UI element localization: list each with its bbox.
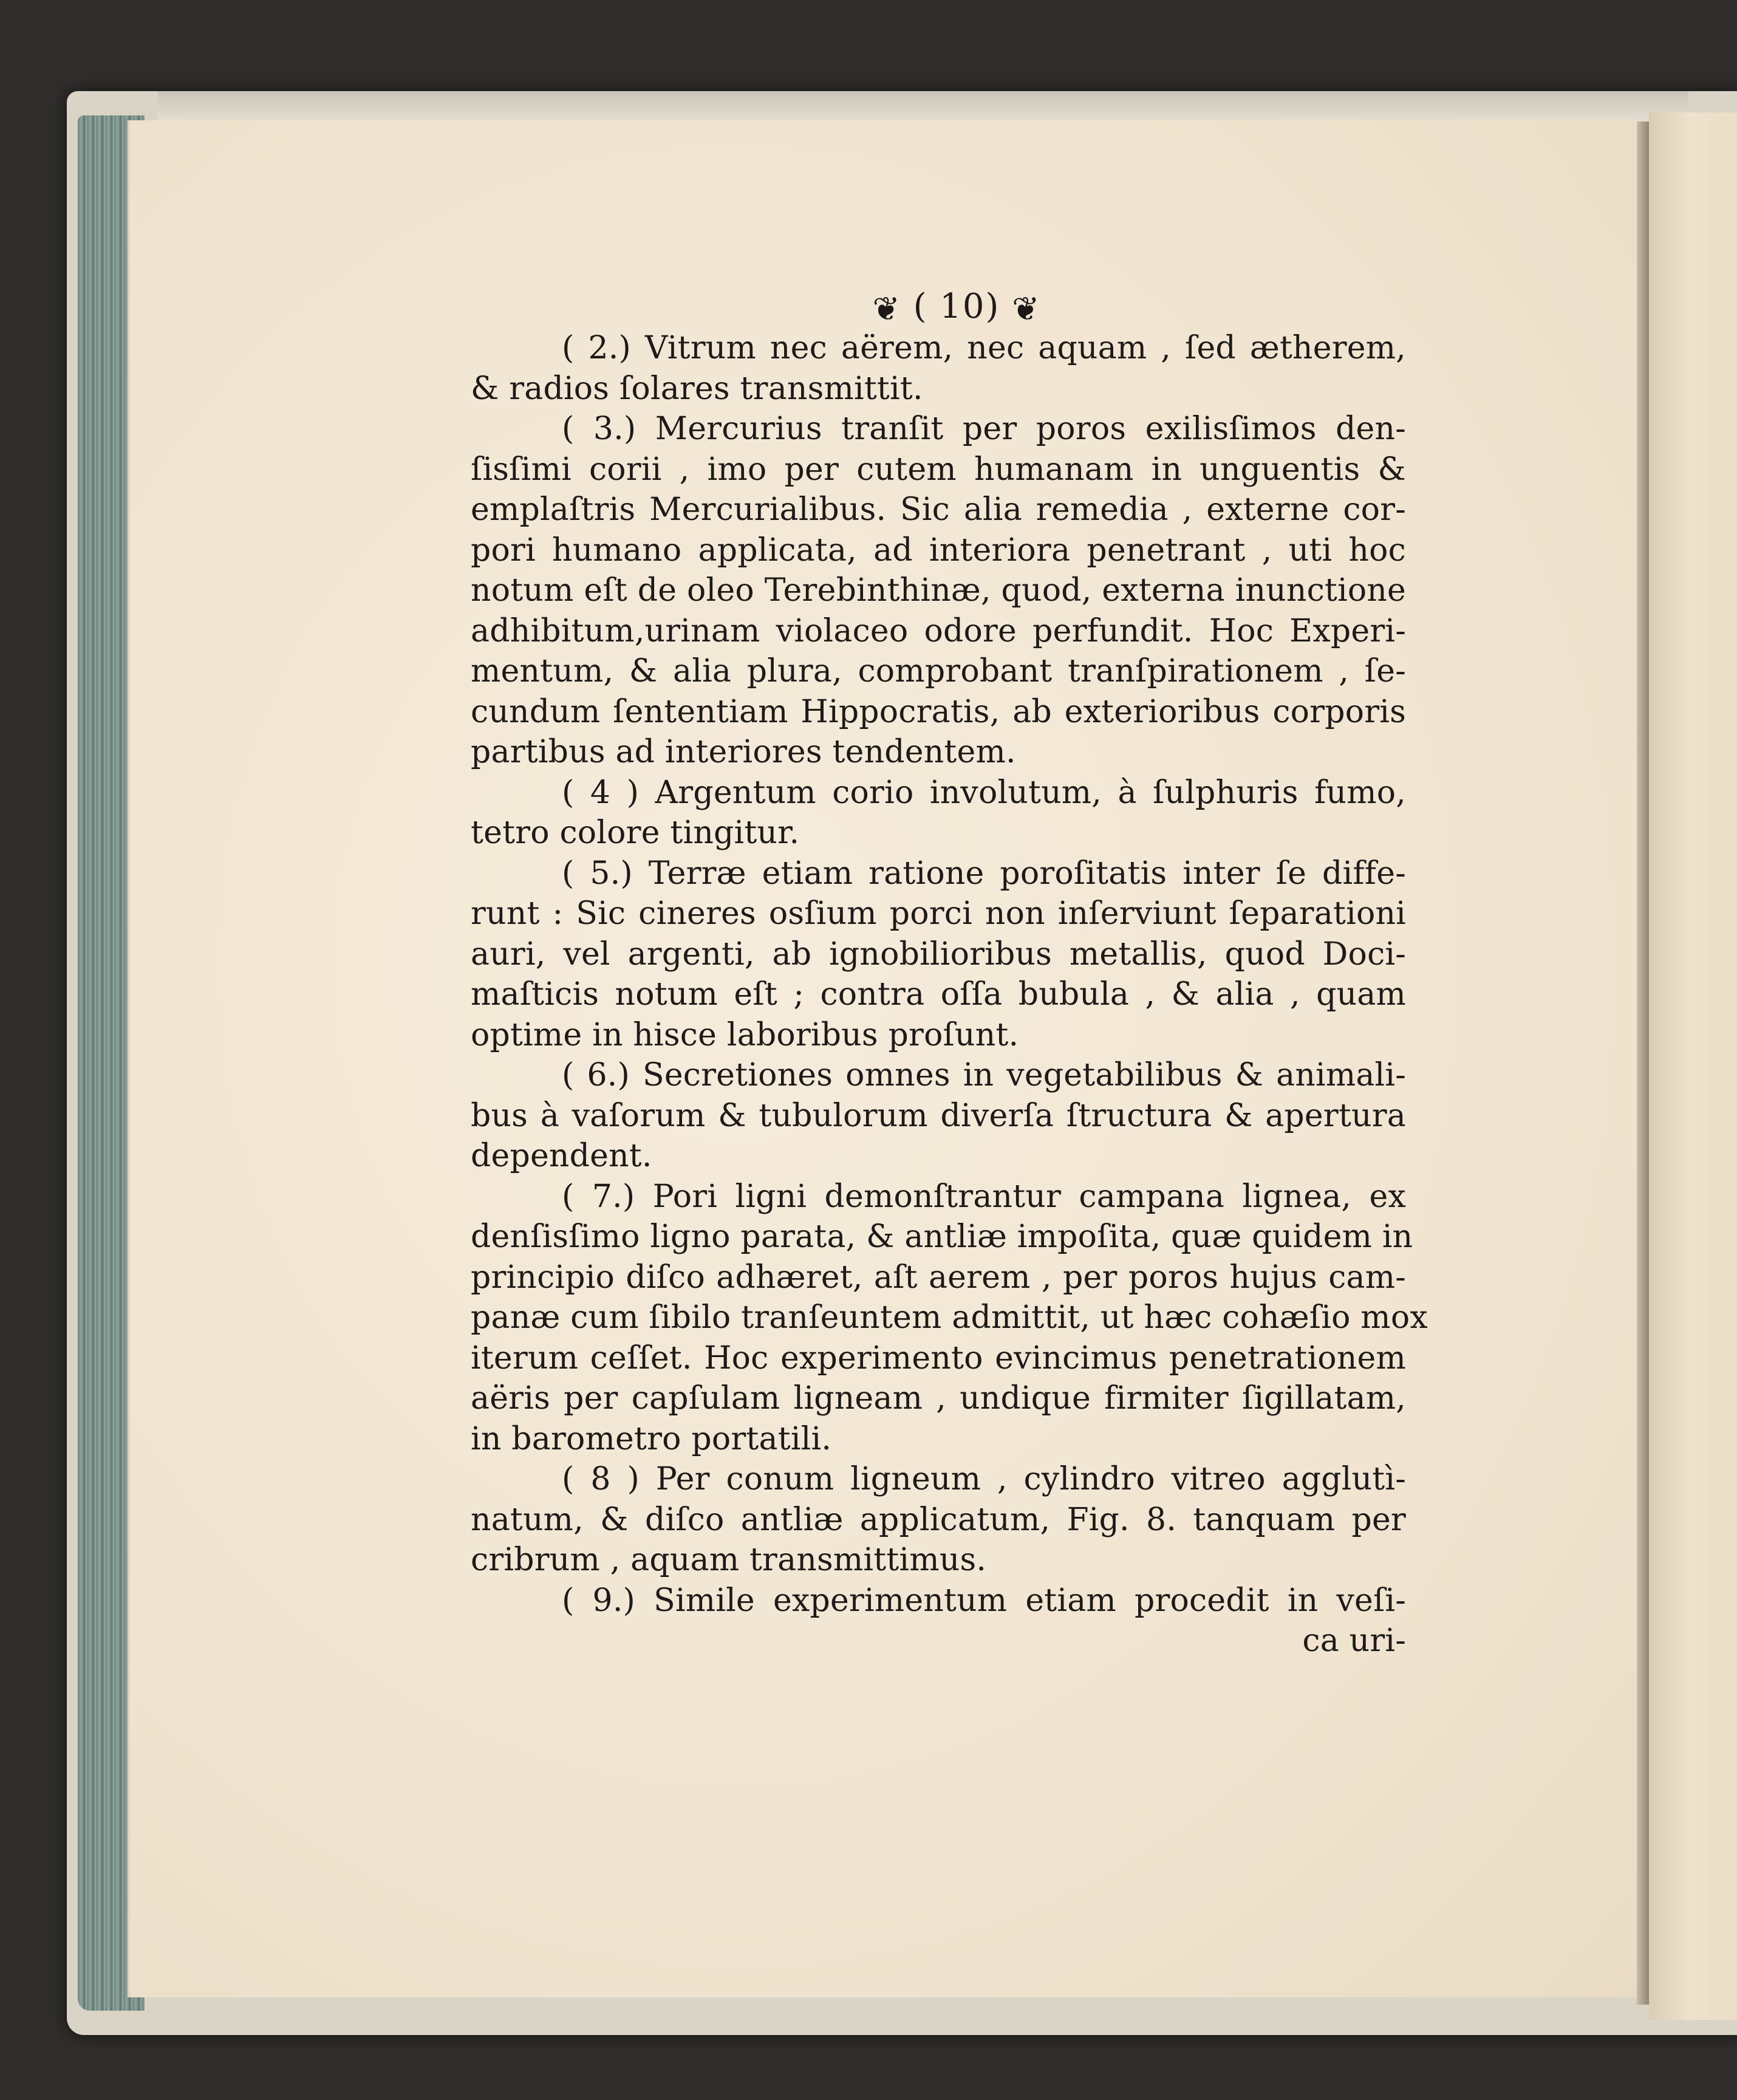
text-line: ( 2.) Vitrum nec aërem, nec aquam , ſed ætherem,: [562, 330, 1406, 366]
text-line: natum, & diſco antliæ applicatum, Fig. 8. tanquam per: [471, 1501, 1406, 1538]
text-line: adhibitum,urinam violaceo odore perfundit. Hoc Experi-: [471, 612, 1406, 649]
text-line: ſisſimi corii , imo per cutem humanam in unguentis &: [471, 451, 1406, 488]
text-line: auri, vel argenti, ab ignobilioribus metallis, quod Doci-: [471, 935, 1406, 973]
page-text: [471, 286, 1428, 1661]
text-line: dependent.: [471, 1138, 652, 1174]
text-line: partibus ad interiores tendentem.: [471, 734, 1016, 770]
text-line: tetro colore tingitur.: [471, 815, 800, 851]
text-line: runt : Sic cineres osſium porci non inſerviunt ſeparationi: [471, 895, 1406, 932]
text-line: notum eſt de oleo Terebinthinæ, quod, externa inunctione: [471, 572, 1406, 609]
text-line: ( 5.) Terræ etiam ratione poroſitatis inter ſe diffe-: [562, 855, 1406, 892]
text-line: pori humano applicata, ad interiora penetrant , uti hoc: [471, 532, 1406, 569]
text-line: denſisſimo ligno parata, & antliæ impoſita, quæ quidem in: [471, 1219, 1413, 1255]
book-gutter: [1637, 121, 1649, 2005]
text-line: aëris per capſulam ligneam , undique firmiter ſigillatam,: [471, 1380, 1406, 1417]
text-line: ( 7.) Pori ligni demonſtrantur campana lignea, ex: [562, 1178, 1406, 1215]
text-line: bus à vaſorum & tubulorum diverſa ſtructura & apertura: [471, 1097, 1406, 1134]
text-line: ca uri-: [1302, 1623, 1406, 1659]
text-line: ( 9.) Simile experimentum etiam procedit in veſi-: [562, 1582, 1406, 1619]
text-line: mentum, & alia plura, comprobant tranſpirationem , ſe-: [471, 653, 1406, 689]
text-line: in barometro portatili.: [471, 1420, 832, 1457]
text-line: cribrum , aquam transmittimus.: [471, 1542, 987, 1578]
facing-page: [1649, 112, 1737, 2020]
body-text: [471, 328, 1428, 1661]
text-line: & radios ſolares transmittit.: [471, 370, 923, 407]
right-ornament-icon: ❦: [1012, 289, 1041, 328]
left-ornament-icon: ❦: [872, 289, 901, 328]
cover-top-edge: [158, 91, 1688, 121]
text-line: ( 3.) Mercurius tranſit per poros exilisſimos den-: [562, 411, 1406, 447]
text-line: optime in hisce laboribus proſunt.: [471, 1016, 1019, 1053]
text-line: cundum ſententiam Hippocratis, ab exterioribus corporis: [471, 693, 1406, 730]
text-line: maſticis notum eſt ; contra oſſa bubula , & alia , quam: [471, 976, 1406, 1013]
text-line: panæ cum ſibilo tranſeuntem admittit, ut hæc cohæſio mox: [471, 1299, 1428, 1336]
text-line: iterum ceſſet. Hoc experimento evincimus penetrationem: [471, 1339, 1406, 1377]
text-line: ( 6.) Secretiones omnes in vegetabilibus & animali-: [562, 1057, 1406, 1093]
text-line: emplaſtris Mercurialibus. Sic alia remedia , externe cor-: [471, 491, 1406, 528]
text-line: principio diſco adhæret, aſt aerem , per poros hujus cam-: [471, 1259, 1406, 1296]
running-header: [471, 286, 1406, 328]
text-line: ( 8 ) Per conum ligneum , cylindro vitreo agglutì-: [562, 1461, 1406, 1497]
text-line: ( 4 ) Argentum corio involutum, à ſulphuris fumo,: [562, 774, 1406, 811]
page-number: ( 10): [913, 287, 1000, 326]
